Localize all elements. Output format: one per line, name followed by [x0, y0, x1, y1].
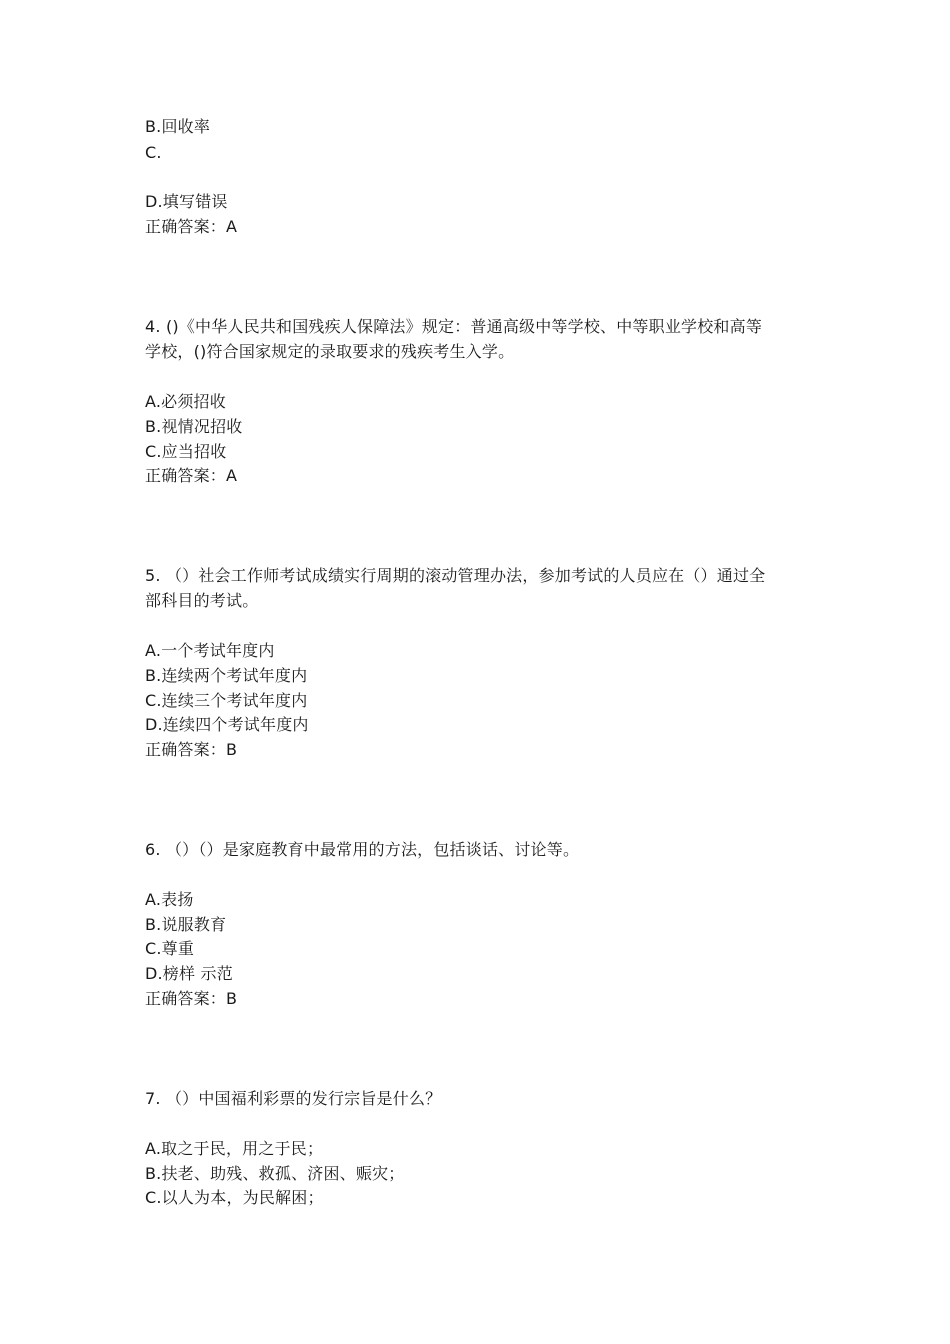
- q7-option-a: A.取之于民，用之于民；: [145, 1139, 324, 1158]
- q3-answer: 正确答案：A: [145, 217, 238, 236]
- q5-option-c: C.连续三个考试年度内: [145, 691, 308, 710]
- q4-option-b: B.视情况招收: [145, 417, 243, 436]
- q5-option-b: B.连续两个考试年度内: [145, 666, 308, 685]
- q4-option-a: A.必须招收: [145, 392, 226, 411]
- q6-stem-line1: 6. （）（）是家庭教育中最常用的方法，包括谈话、讨论等。: [145, 840, 580, 859]
- q5-stem-line2: 部科目的考试。: [145, 591, 259, 610]
- q4-answer: 正确答案：A: [145, 466, 238, 485]
- q7-stem-line1: 7. （）中国福利彩票的发行宗旨是什么？: [145, 1089, 442, 1108]
- q5-option-d: D.连续四个考试年度内: [145, 715, 309, 734]
- q3-option-d: D.填写错误: [145, 192, 228, 211]
- q6-option-c: C.尊重: [145, 939, 195, 958]
- q4-option-c: C.应当招收: [145, 442, 227, 461]
- q5-option-a: A.一个考试年度内: [145, 641, 275, 660]
- q3-option-b: B.回收率: [145, 117, 211, 136]
- q6-option-a: A.表扬: [145, 890, 194, 909]
- q6-answer: 正确答案：B: [145, 989, 238, 1008]
- q5-stem-line1: 5. （）社会工作师考试成绩实行周期的滚动管理办法，参加考试的人员应在（）通过全: [145, 566, 766, 585]
- q6-option-b: B.说服教育: [145, 915, 227, 934]
- q6-option-d: D.榜样 示范: [145, 964, 233, 983]
- q4-stem-line2: 学校，()符合国家规定的录取要求的残疾考生入学。: [145, 342, 515, 361]
- q3-option-c: C.: [145, 143, 162, 162]
- q7-option-b: B.扶老、助残、救孤、济困、赈灾；: [145, 1164, 405, 1183]
- q5-answer: 正确答案：B: [145, 740, 238, 759]
- q4-stem-line1: 4. ()《中华人民共和国残疾人保障法》规定：普通高级中等学校、中等职业学校和高等: [145, 317, 763, 336]
- q7-option-c: C.以人为本，为民解困；: [145, 1188, 324, 1207]
